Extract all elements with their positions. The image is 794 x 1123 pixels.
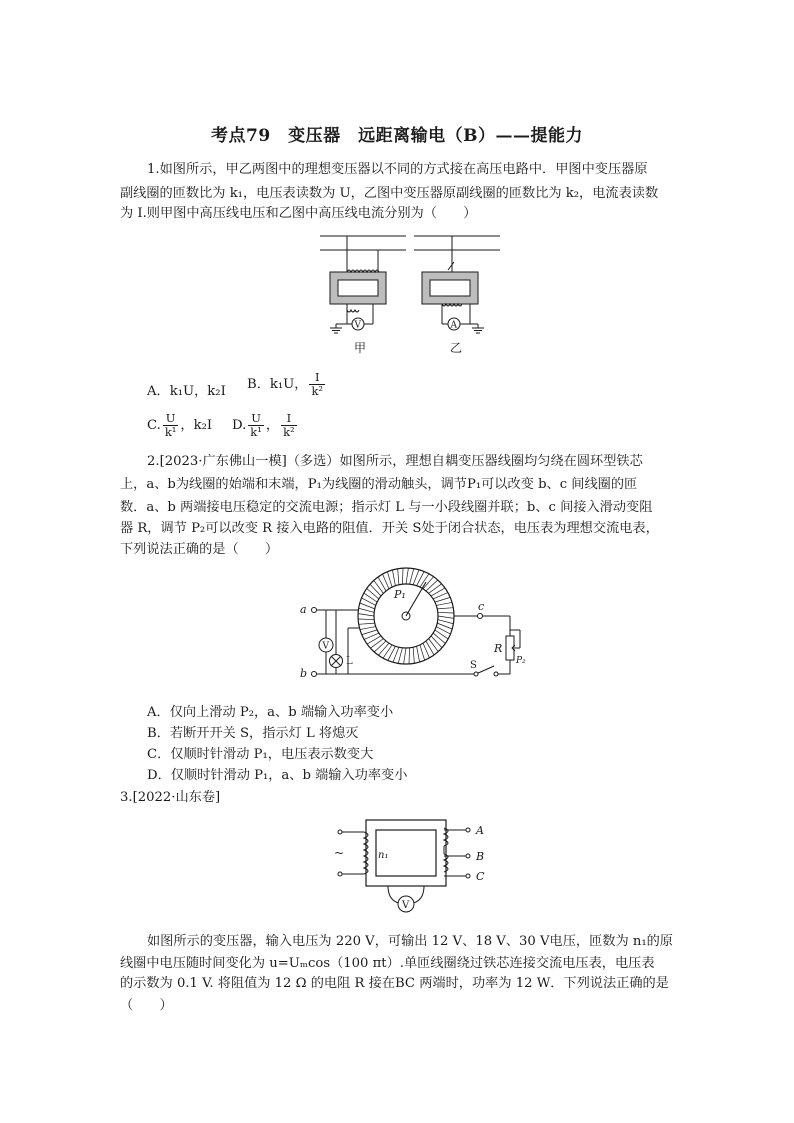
q1-option-b-fraction	[309, 371, 325, 398]
q1-line-2: 副线圈的匝数比为 k₁，电压表读数为 U，乙图中变压器原副线圈的匝数比为 k₂，电流表读数	[120, 186, 659, 201]
winding-turn	[423, 577, 434, 589]
q1-option-c-numerator: U	[163, 412, 179, 426]
q3-figure	[330, 812, 500, 922]
q2-label-s: S	[470, 660, 477, 671]
winding-turn	[438, 620, 454, 624]
q2-resistor	[506, 636, 514, 660]
winding-turn	[364, 593, 377, 602]
page-title: 考点79 变压器 远距离输电（B）——提能力	[210, 126, 584, 146]
q1-ammeter-label: A	[450, 320, 457, 331]
winding-turn	[431, 636, 442, 648]
winding-turn	[370, 639, 383, 649]
q3-line-1: 如图所示的变压器，输入电压为 220 V，可输出 12 V、18 V、30 V电压，匝数为 n₁的原	[147, 934, 673, 949]
winding-turn	[426, 580, 438, 591]
q1-option-d-prefix: D.	[232, 418, 247, 433]
winding-turn	[398, 569, 399, 585]
q2-label-p2: P₂	[516, 656, 526, 666]
q1-option-b-numerator: I	[309, 371, 325, 385]
q2-label-r: R	[494, 642, 503, 655]
q2-line-3: 数．a、b 两端接电压稳定的交流电源；指示灯 L 与一小段线圈并联；b、c 间接入滑动变阻	[120, 500, 653, 515]
winding-turn	[437, 608, 453, 609]
q3-label-ac: ~	[334, 846, 345, 860]
q1-line-1: 1.如图所示，甲乙两图中的理想变压器以不同的方式接在高压电路中．甲图中变压器原	[147, 162, 648, 177]
q2-slider-p1	[406, 582, 426, 616]
q2-label-p1: P₁	[394, 588, 406, 601]
q1-option-a-text: A．k₁U，k₂I	[147, 384, 226, 399]
q3-line-3: 的示数为 0.1 V. 将阻值为 12 Ω 的电阻 R 接在BC 两端时，功率为 12 W．下列说法正确的是	[120, 976, 669, 991]
q2-line-4: 器 R，调节 P₂可以改变 R 接入电路的阻值．开关 S处于闭合状态，电压表为理想交流电表，	[120, 521, 659, 536]
winding-turn	[378, 643, 389, 655]
q1-figure	[318, 228, 488, 356]
winding-turn	[374, 580, 384, 593]
winding-turn	[360, 627, 376, 630]
q3-voltmeter-label: V	[402, 900, 410, 911]
q2-label-l: L	[346, 656, 353, 667]
winding-turn	[358, 619, 374, 620]
winding-turn	[438, 612, 454, 613]
q2-label-a: a	[300, 603, 307, 616]
q2-option-d: D．仅顺时针滑动 P₁，a、b 端输入功率变小	[147, 768, 408, 783]
q1-option-d: D. $\frac{U}{\text{k¹}}$ ， $\frac{I}{\text{k²}}$	[232, 411, 295, 439]
q1-option-c-denominator: k¹	[164, 425, 177, 439]
winding-turn	[404, 648, 406, 664]
q3-line-4: （ ）	[120, 998, 173, 1013]
q3-label-a: A	[476, 824, 484, 837]
q1-option-d-denominator-1: k¹	[250, 425, 262, 439]
q3-label-n1: n₁	[378, 850, 389, 861]
q2-label-b: b	[300, 667, 308, 680]
winding-turn	[383, 645, 392, 658]
q3-label-b: B	[476, 850, 485, 863]
winding-turn	[402, 568, 403, 584]
q2-option-b: B．若断开开关 S，指示灯 L 将熄灭	[147, 726, 359, 741]
q2-label-c: c	[478, 600, 485, 613]
q1-fig-label-right: 乙	[450, 341, 463, 355]
winding-turn	[374, 641, 386, 652]
winding-turn	[433, 633, 445, 644]
winding-turn	[398, 648, 402, 664]
q1-option-d-denominator-2: k²	[283, 425, 295, 439]
q3-header: 3.[2022·山东卷]	[120, 790, 221, 805]
q1-option-c-suffix: ，k₂I	[180, 418, 213, 433]
q2-voltmeter-label: V	[322, 641, 329, 652]
winding-turn	[429, 639, 439, 652]
q1-option-d-fraction-2	[281, 412, 297, 439]
q1-option-b	[247, 371, 327, 398]
q2-line-5: 下列说法正确的是（ ）	[120, 542, 279, 557]
winding-turn	[387, 572, 392, 587]
q1-fig-label-left: 甲	[354, 341, 367, 355]
q2-option-c: C．仅顺时针滑动 P₁，电压表示数变大	[147, 747, 374, 762]
q1-option-d-numerator-2: I	[281, 412, 297, 426]
q1-option-b-prefix: B．k₁U，	[247, 377, 308, 392]
winding-turn	[359, 608, 375, 612]
q1-voltmeter-label: V	[354, 320, 361, 331]
q1-option-c-prefix: C.	[147, 418, 161, 433]
winding-turn	[367, 588, 379, 599]
winding-turn	[406, 568, 408, 584]
q2-line-1: 2.[2023·广东佛山一模]（多选）如图所示，理想自耦变压器线圈均匀绕在圆环型铁芯	[147, 454, 643, 469]
winding-turn	[438, 616, 454, 618]
q1-option-b-denominator: k²	[311, 384, 324, 398]
winding-turn	[436, 602, 452, 605]
q1-option-c-fraction	[163, 412, 179, 439]
q3-label-c: C	[476, 870, 485, 883]
q1-line-3: 为 I.则甲图中高压线电压和乙图中高压线电流分别为（ ）	[120, 206, 477, 221]
q3-line-2: 线圈中电压随时间变化为 u=Uₘcos（100 πt）.单匝线圈绕过铁芯连接交流电压表，电压表	[120, 956, 655, 971]
winding-turn	[413, 647, 414, 663]
winding-turn	[392, 570, 395, 586]
winding-turn	[429, 584, 442, 594]
q2-line-2: 上，a、b为线圈的始端和末端，P₁为线圈的滑动触头，调节P₁可以改变 b、c 间线圈的匝	[120, 477, 638, 492]
q1-option-d-numerator-1: U	[248, 412, 264, 426]
q1-option-d-fraction-1	[248, 412, 264, 439]
winding-turn	[410, 569, 414, 585]
q2-figure	[298, 566, 528, 682]
q1-option-c	[147, 412, 212, 439]
q1-option-a	[147, 380, 226, 399]
winding-turn	[359, 623, 375, 624]
winding-turn	[420, 645, 425, 660]
winding-turn	[435, 630, 448, 639]
winding-turn	[358, 614, 374, 616]
winding-turn	[409, 648, 410, 664]
winding-turn	[362, 630, 377, 635]
winding-turn	[370, 584, 381, 596]
q2-switch	[476, 666, 494, 674]
winding-turn	[435, 597, 450, 602]
q2-option-a: A．仅向上滑动 P₂，a、b 端输入功率变小	[147, 705, 394, 720]
winding-turn	[417, 646, 420, 662]
